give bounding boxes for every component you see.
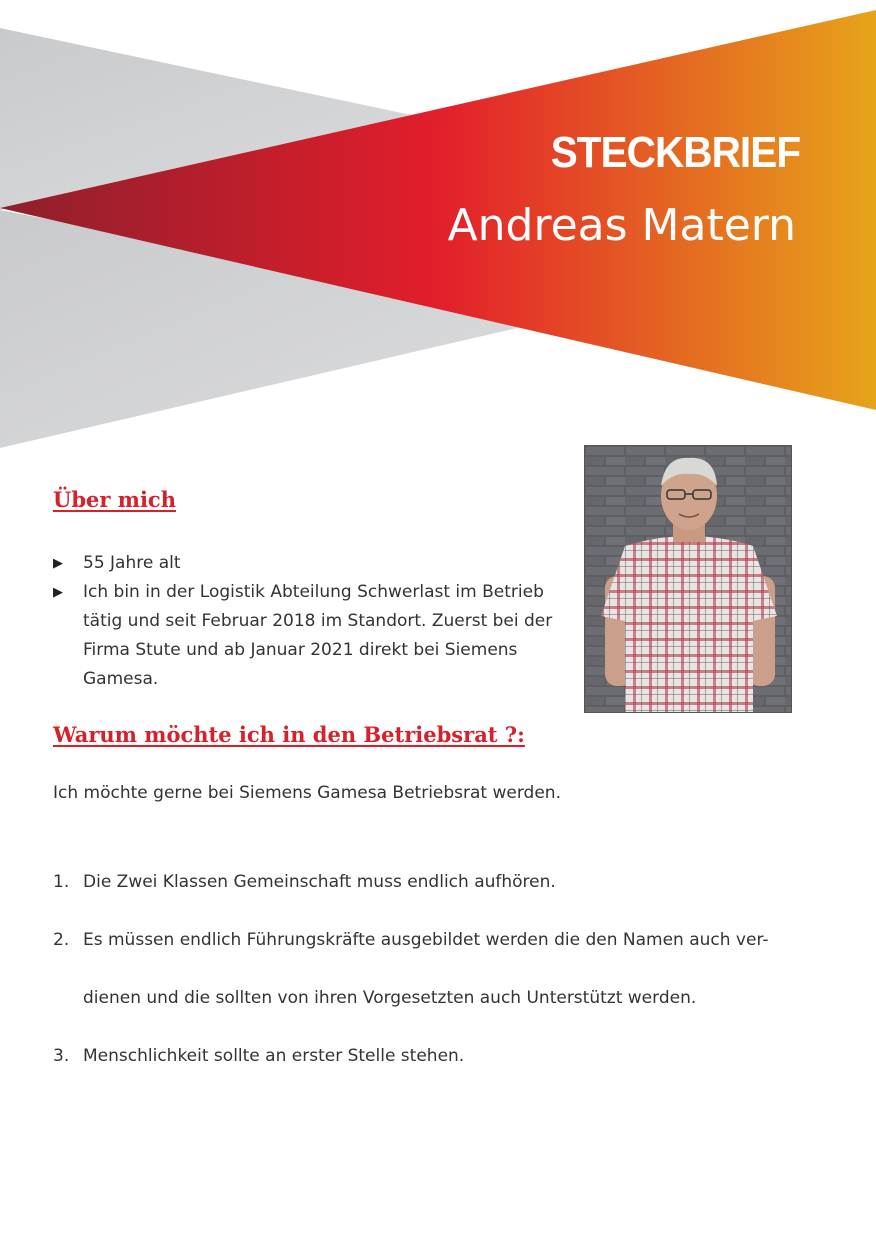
list-item-line: Ich bin in der Logistik Abteilung Schwerlast im Betrieb [83,582,544,602]
item-number: 3. [53,1046,70,1066]
list-item-line: Firma Stute und ab Januar 2021 direkt bei Siemens [83,640,518,660]
list-item-line: tätig und seit Februar 2018 im Standort. Zuerst bei der [83,611,553,631]
item-text: Es müssen endlich Führungskräfte ausgebildet werden die den Namen auch ver- [83,930,769,950]
list-item [53,549,578,578]
item-text: dienen und die sollten von ihren Vorgesetzten auch Unterstützt werden. [83,988,697,1008]
why-heading: Warum möchte ich in den Betriebsrat ?: [53,722,525,747]
item-text: Menschlichkeit sollte an erster Stelle stehen. [83,1046,465,1066]
portrait-photo [584,445,792,713]
list-item-line: 55 Jahre alt [83,553,181,573]
about-heading: Über mich [53,487,176,512]
list-item-line: Gamesa. [83,669,159,689]
item-number: 1. [53,872,70,892]
list-item [53,578,578,694]
item-text: Die Zwei Klassen Gemeinschaft muss endlich aufhören. [83,872,556,892]
person-name: Andreas Matern [447,200,796,251]
page-title: STECKBRIEF [550,128,800,177]
triangle-right-icon: ▶ [53,556,63,571]
about-list [53,549,578,694]
why-intro: Ich möchte gerne bei Siemens Gamesa Betriebsrat werden. [53,783,561,803]
item-number: 2. [53,930,70,950]
triangle-right-icon: ▶ [53,585,63,600]
